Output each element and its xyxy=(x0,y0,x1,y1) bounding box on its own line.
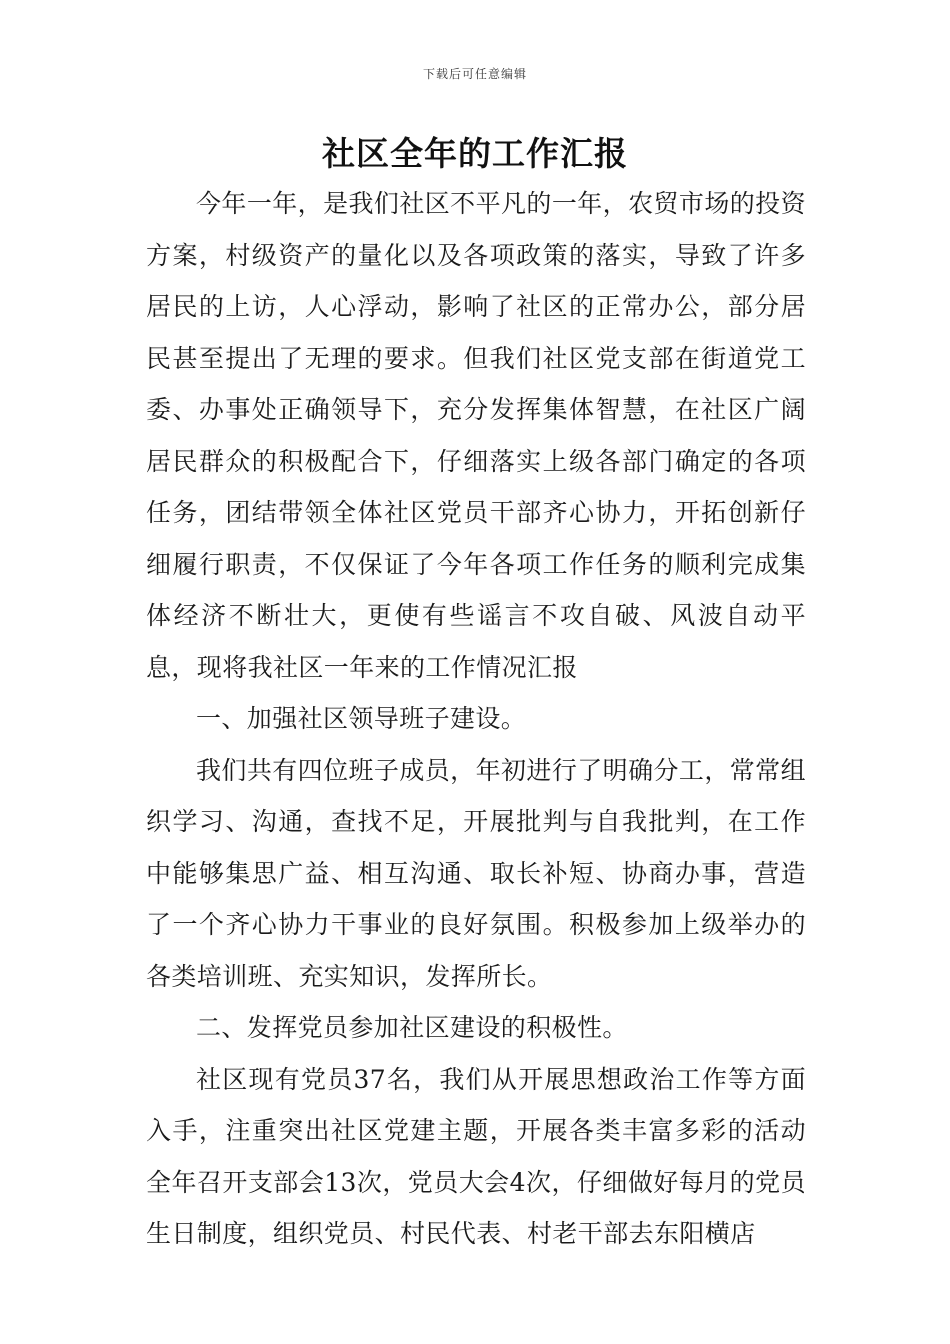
paragraph-section-1: 我们共有四位班子成员，年初进行了明确分工，常常组织学习、沟通，查找不足，开展批判与自我批判，在工作中能够集思广益、相互沟通、取长补短、协商办事，营造了一个齐心协力干事业的良好氛围。积极参加上级举办的各类培训班、充实知识，发挥所长。 xyxy=(146,755,806,991)
document-body xyxy=(146,178,806,1260)
section-heading-1: 一、加强社区领导班子建设。 xyxy=(196,704,527,733)
paragraph-section-2: 社区现有党员37名，我们从开展思想政治工作等方面入手，注重突出社区党建主题，开展各类丰富多彩的活动全年召开支部会13次，党员大会4次，仔细做好每月的党员生日制度，组织党员、村民代表、村老干部去东阳横店 xyxy=(146,1064,806,1248)
paragraph-intro: 今年一年，是我们社区不平凡的一年，农贸市场的投资方案，村级资产的量化以及各项政策的落实，导致了许多居民的上访，人心浮动，影响了社区的正常办公，部分居民甚至提出了无理的要求。但我们社区党支部在街道党工委、办事处正确领导下，充分发挥集体智慧，在社区广阔居民群众的积极配合下，仔细落实上级各部门确定的各项任务，团结带领全体社区党员干部齐心协力，开拓创新仔细履行职责，不仅保证了今年各项工作任务的顺利完成集体经济不断壮大，更使有些谣言不攻自破、风波自动平息，现将我社区一年来的工作情况汇报 xyxy=(146,189,806,682)
document-title: 社区全年的工作汇报 xyxy=(322,134,628,173)
section-heading-2: 二、发挥党员参加社区建设的积极性。 xyxy=(196,1013,628,1042)
header-note: 下载后可任意编辑 xyxy=(422,67,527,81)
